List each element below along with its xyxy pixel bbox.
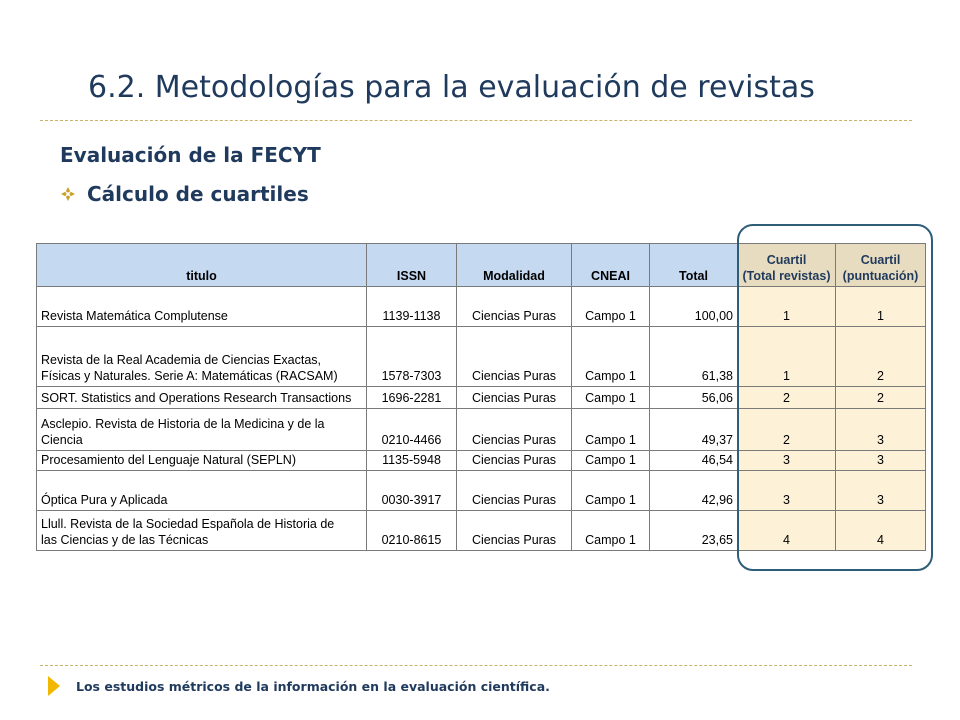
cell-titulo: Óptica Pura y Aplicada: [37, 471, 367, 511]
cell-modalidad: Ciencias Puras: [457, 471, 572, 511]
cell-cneai: Campo 1: [572, 471, 650, 511]
cell-total: 42,96: [650, 471, 738, 511]
title-divider: [40, 120, 912, 121]
table-header-row: [37, 244, 926, 287]
header-cneai: CNEAI: [572, 244, 650, 287]
cell-issn: 0210-8615: [367, 511, 457, 551]
table-row: [37, 287, 926, 327]
bullet-text: Cálculo de cuartiles: [87, 182, 309, 206]
cell-cneai: Campo 1: [572, 387, 650, 409]
table-row: [37, 451, 926, 471]
footer-divider: [40, 665, 912, 666]
cell-issn: 1578-7303: [367, 327, 457, 387]
table-row: [37, 409, 926, 451]
cell-total: 49,37: [650, 409, 738, 451]
cell-titulo: Llull. Revista de la Sociedad Española de Historia de las Ciencias y de las Técnicas: [37, 511, 367, 551]
table-row: [37, 327, 926, 387]
cell-modalidad: Ciencias Puras: [457, 409, 572, 451]
cell-total: 56,06: [650, 387, 738, 409]
cell-cuartil-puntuacion: 3: [836, 409, 926, 451]
cell-total: 23,65: [650, 511, 738, 551]
header-total: Total: [650, 244, 738, 287]
cell-issn: 1135-5948: [367, 451, 457, 471]
cell-cuartil-total: 2: [738, 409, 836, 451]
cell-issn: 1696-2281: [367, 387, 457, 409]
cell-titulo: Revista de la Real Academia de Ciencias Exactas, Físicas y Naturales. Serie A: Matemáticas (RACSAM): [37, 327, 367, 387]
cell-cneai: Campo 1: [572, 511, 650, 551]
cell-cneai: Campo 1: [572, 287, 650, 327]
cell-cuartil-puntuacion: 1: [836, 287, 926, 327]
footer-text: Los estudios métricos de la información en la evaluación científica.: [76, 679, 550, 694]
cell-cuartil-total: 4: [738, 511, 836, 551]
table-row: [37, 387, 926, 409]
cell-total: 46,54: [650, 451, 738, 471]
cell-titulo: Revista Matemática Complutense: [37, 287, 367, 327]
cell-issn: 1139-1138: [367, 287, 457, 327]
cell-titulo: Asclepio. Revista de Historia de la Medicina y de la Ciencia: [37, 409, 367, 451]
cell-modalidad: Ciencias Puras: [457, 511, 572, 551]
cell-issn: 0030-3917: [367, 471, 457, 511]
cell-cneai: Campo 1: [572, 451, 650, 471]
cell-titulo: Procesamiento del Lenguaje Natural (SEPLN): [37, 451, 367, 471]
cell-total: 100,00: [650, 287, 738, 327]
cell-cuartil-puntuacion: 3: [836, 471, 926, 511]
header-modalidad: Modalidad: [457, 244, 572, 287]
cell-modalidad: Ciencias Puras: [457, 287, 572, 327]
cell-cuartil-total: 2: [738, 387, 836, 409]
cell-cuartil-puntuacion: 3: [836, 451, 926, 471]
cell-modalidad: Ciencias Puras: [457, 451, 572, 471]
cell-modalidad: Ciencias Puras: [457, 327, 572, 387]
cell-cuartil-total: 1: [738, 327, 836, 387]
section-subtitle: Evaluación de la FECYT: [60, 143, 321, 167]
cell-cuartil-total: 3: [738, 451, 836, 471]
journal-quartile-table: [36, 243, 926, 551]
cell-cuartil-puntuacion: 4: [836, 511, 926, 551]
cell-cneai: Campo 1: [572, 327, 650, 387]
bullet-item: [60, 182, 309, 206]
cell-cuartil-puntuacion: 2: [836, 387, 926, 409]
slide-title: 6.2. Metodologías para la evaluación de revistas: [88, 70, 815, 105]
table-row: [37, 511, 926, 551]
cell-issn: 0210-4466: [367, 409, 457, 451]
cell-titulo: SORT. Statistics and Operations Research Transactions: [37, 387, 367, 409]
table-row: [37, 471, 926, 511]
triangle-arrow-icon: [48, 676, 60, 696]
cell-cuartil-total: 3: [738, 471, 836, 511]
header-issn: ISSN: [367, 244, 457, 287]
header-cuartil-puntuacion: Cuartil (puntuación): [836, 244, 926, 287]
cell-total: 61,38: [650, 327, 738, 387]
header-titulo: titulo: [37, 244, 367, 287]
cell-cneai: Campo 1: [572, 409, 650, 451]
cell-cuartil-total: 1: [738, 287, 836, 327]
four-arrows-bullet-icon: [60, 186, 76, 202]
header-cuartil-total: Cuartil (Total revistas): [738, 244, 836, 287]
cell-cuartil-puntuacion: 2: [836, 327, 926, 387]
cell-modalidad: Ciencias Puras: [457, 387, 572, 409]
